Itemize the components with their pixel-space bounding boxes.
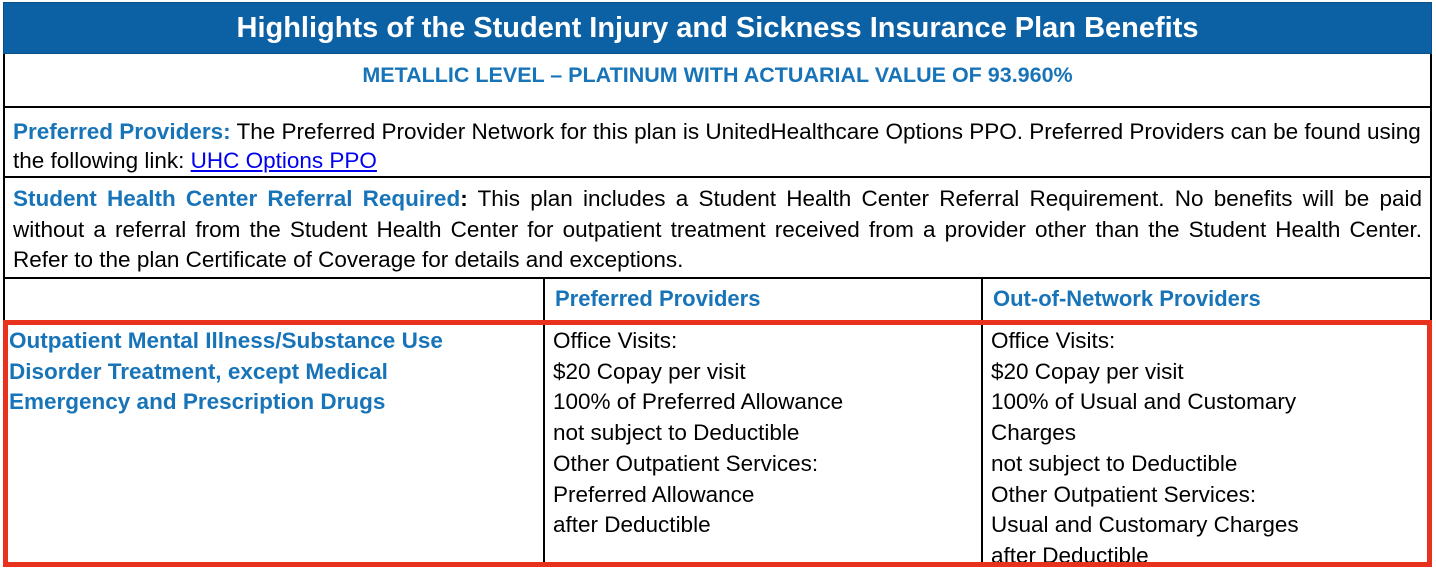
preferred-benefit-line: Preferred Allowance: [553, 481, 755, 507]
benefit-name-line: Disorder Treatment, except Medical: [9, 358, 388, 384]
referral-colon: :: [460, 186, 468, 211]
preferred-providers-section: [3, 108, 1432, 178]
header-divider-2: [981, 279, 983, 320]
header-divider-1: [543, 279, 545, 320]
preferred-benefit-cell: [553, 320, 983, 541]
benefit-name-cell: [9, 320, 539, 418]
metallic-level-heading: METALLIC LEVEL – PLATINUM WITH ACTUARIAL VALUE OF 93.960%: [3, 54, 1432, 108]
page-title: Highlights of the Student Injury and Sickness Insurance Plan Benefits: [3, 2, 1432, 54]
benefit-name-line: Emergency and Prescription Drugs: [9, 389, 386, 415]
preferred-benefit-line: $20 Copay per visit: [553, 358, 746, 384]
preferred-providers-label: Preferred Providers:: [13, 119, 231, 144]
body-divider-1: [543, 320, 545, 567]
benefit-row-outpatient-mental-illness: [3, 320, 1432, 567]
blank-header-cell: [5, 279, 545, 320]
preferred-benefit-line: 100% of Preferred Allowance: [553, 389, 844, 415]
referral-label: Student Health Center Referral Required: [13, 186, 461, 211]
preferred-benefit-line: Other Outpatient Services:: [553, 450, 819, 476]
preferred-providers-text: The Preferred Provider Network for this plan is UnitedHealthcare Options PPO. Preferred Providers can be found using the following link:: [13, 119, 1421, 173]
benefits-document: [3, 2, 1432, 567]
out-of-network-benefit-line: Office Visits:: [991, 328, 1116, 353]
out-of-network-benefit-cell: [991, 320, 1421, 572]
out-of-network-benefit-line: Charges: [991, 420, 1077, 446]
out-of-network-benefit-line: 100% of Usual and Customary: [991, 389, 1297, 415]
preferred-benefit-line: not subject to Deductible: [553, 420, 800, 446]
preferred-benefit-line: after Deductible: [553, 512, 711, 538]
referral-text: This plan includes a Student Health Center Referral Requirement. No benefits will be paid without a referral from the Student Health Center for outpatient treatment received from a provider other than the Student Health Center. Refer to the plan Certificate of Coverage for details and exceptions.: [13, 186, 1422, 272]
body-divider-2: [981, 320, 983, 567]
uhc-options-ppo-link[interactable]: UHC Options PPO: [190, 148, 377, 173]
referral-section: [3, 178, 1432, 279]
out-of-network-benefit-line: after Deductible: [991, 542, 1149, 568]
out-of-network-benefit-line: $20 Copay per visit: [991, 358, 1184, 384]
preferred-benefit-line: Office Visits:: [553, 328, 678, 353]
out-of-network-header: Out-of-Network Providers: [993, 286, 1261, 311]
out-of-network-benefit-line: Usual and Customary Charges: [991, 512, 1299, 538]
out-of-network-benefit-line: not subject to Deductible: [991, 450, 1238, 476]
out-of-network-benefit-line: Other Outpatient Services:: [991, 481, 1257, 507]
column-header-row: [3, 279, 1432, 320]
benefit-name-line: Outpatient Mental Illness/Substance Use: [9, 328, 443, 353]
preferred-providers-header: Preferred Providers: [555, 286, 761, 311]
